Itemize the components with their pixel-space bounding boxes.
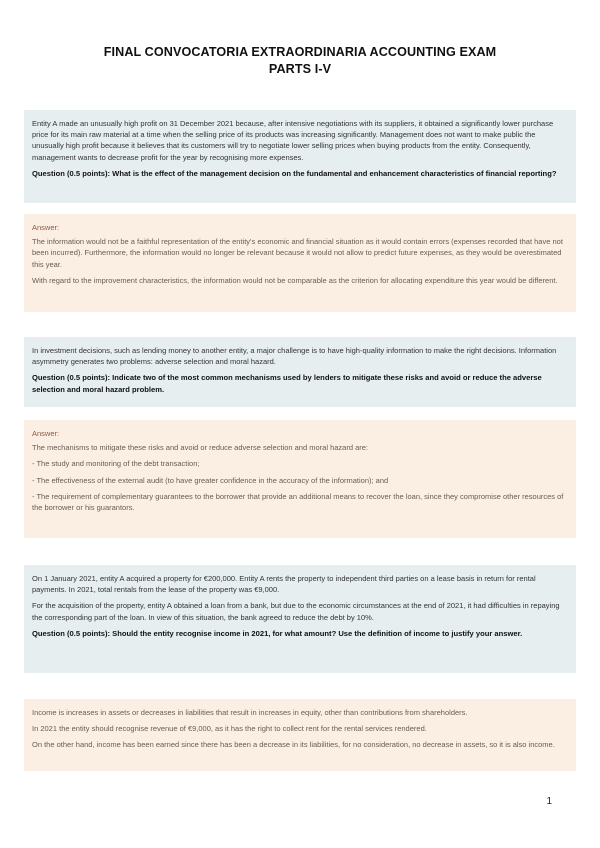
page-number: 1 [546,796,552,807]
answer-2-item-2: - The effectiveness of the external audit (to have greater confidence in the accuracy of the information); and [32,475,389,485]
question-2-text: In investment decisions, such as lending money to another entity, a major challenge is to have high-quality information to make the right decisions. Information asymmetry generates two problems: adverse selection and moral hazard. [32,346,557,367]
answer-2-label: Answer: [32,429,60,438]
answer-3-paragraph-1: Income is increases in assets or decreases in liabilities that result in increases in equity, other than contributions from shareholders. [32,708,468,717]
question-1-text: Entity A made an unusually high profit on 31 December 2021 because, after intensive negotiations with its suppliers, it obtained a significantly lower purchase price for its main raw material at a time when the selling price of its products was increasing significantly. Management does not want to make public the unusually high profit because it believes that its customers will try to negotiate lower selling prices when buying products from the entity. Consequently, management wants to decrease profit for the year by recognising more expenses. [32,119,554,162]
answer-1-box [24,214,576,312]
answer-2-intro: The mechanisms to mitigate these risks and avoid or reduce adverse selection and moral hazard are: [32,443,369,453]
question-1-box [24,110,576,203]
answer-2-item-1: - The study and monitoring of the debt transaction; [32,459,200,469]
answer-3-box [24,699,576,771]
title-line-1: FINAL CONVOCATORIA EXTRAORDINARIA ACCOUNTING EXAM [103,45,497,59]
page-title [0,44,600,78]
question-2-prompt: Question (0.5 points): Indicate two of the most common mechanisms used by lenders to mitigate these risks and avoid or reduce the adverse selection and moral hazard problem. [32,373,542,394]
answer-2-item-3: - The requirement of complementary guarantees to the borrower that provide an additional means to recover the loan, since they compromise other resources of the borrower or his guarantors. [32,491,564,513]
question-3-paragraph-2: For the acquisition of the property, entity A obtained a loan from a bank, but due to the economic circumstances at the end of 2021, it had difficulties in repaying the corresponding part of the loan. In view of this situation, the bank agreed to reduce the debt by 10%. [32,601,560,622]
title-line-2: PARTS I-V [268,62,332,76]
answer-3-paragraph-2: In 2021 the entity should recognise revenue of €9,000, as it has the right to collect rent for the rental services rendered. [32,724,427,734]
answer-2-box [24,420,576,538]
question-2-box [24,337,576,407]
question-3-prompt: Question (0.5 points): Should the entity recognise income in 2021, for what amount? Use the definition of income to justify your answer. [32,628,523,638]
question-1-prompt: Question (0.5 points): What is the effect of the management decision on the fundamental and enhancement characteristics of financial reporting? [32,168,557,178]
answer-1-paragraph-2: With regard to the improvement characteristics, the information would not be comparable as the criterion for allocating expenditure this year would be different. [32,275,558,285]
answer-3-paragraph-3: On the other hand, income has been earned since there has been a decrease in its liabilities, for no consideration, no decrease in assets, so it is also income. [32,740,555,750]
question-3-paragraph-1: On 1 January 2021, entity A acquired a property for €200,000. Entity A rents the property to independent third parties on a lease basis in return for rental payments. In 2021, total rentals from the lease of the property was €9,000. [32,574,536,595]
question-3-box [24,565,576,673]
answer-1-paragraph-1: The information would not be a faithful representation of the entity's economic and financial situation as it would contain errors (expenses recorded that have not been incurred). Furthermore, the information would no longer be relevant because it would not allow to predict future expenses, as they would be overestimated this year. [32,237,563,269]
answer-1-label: Answer: [32,223,60,232]
